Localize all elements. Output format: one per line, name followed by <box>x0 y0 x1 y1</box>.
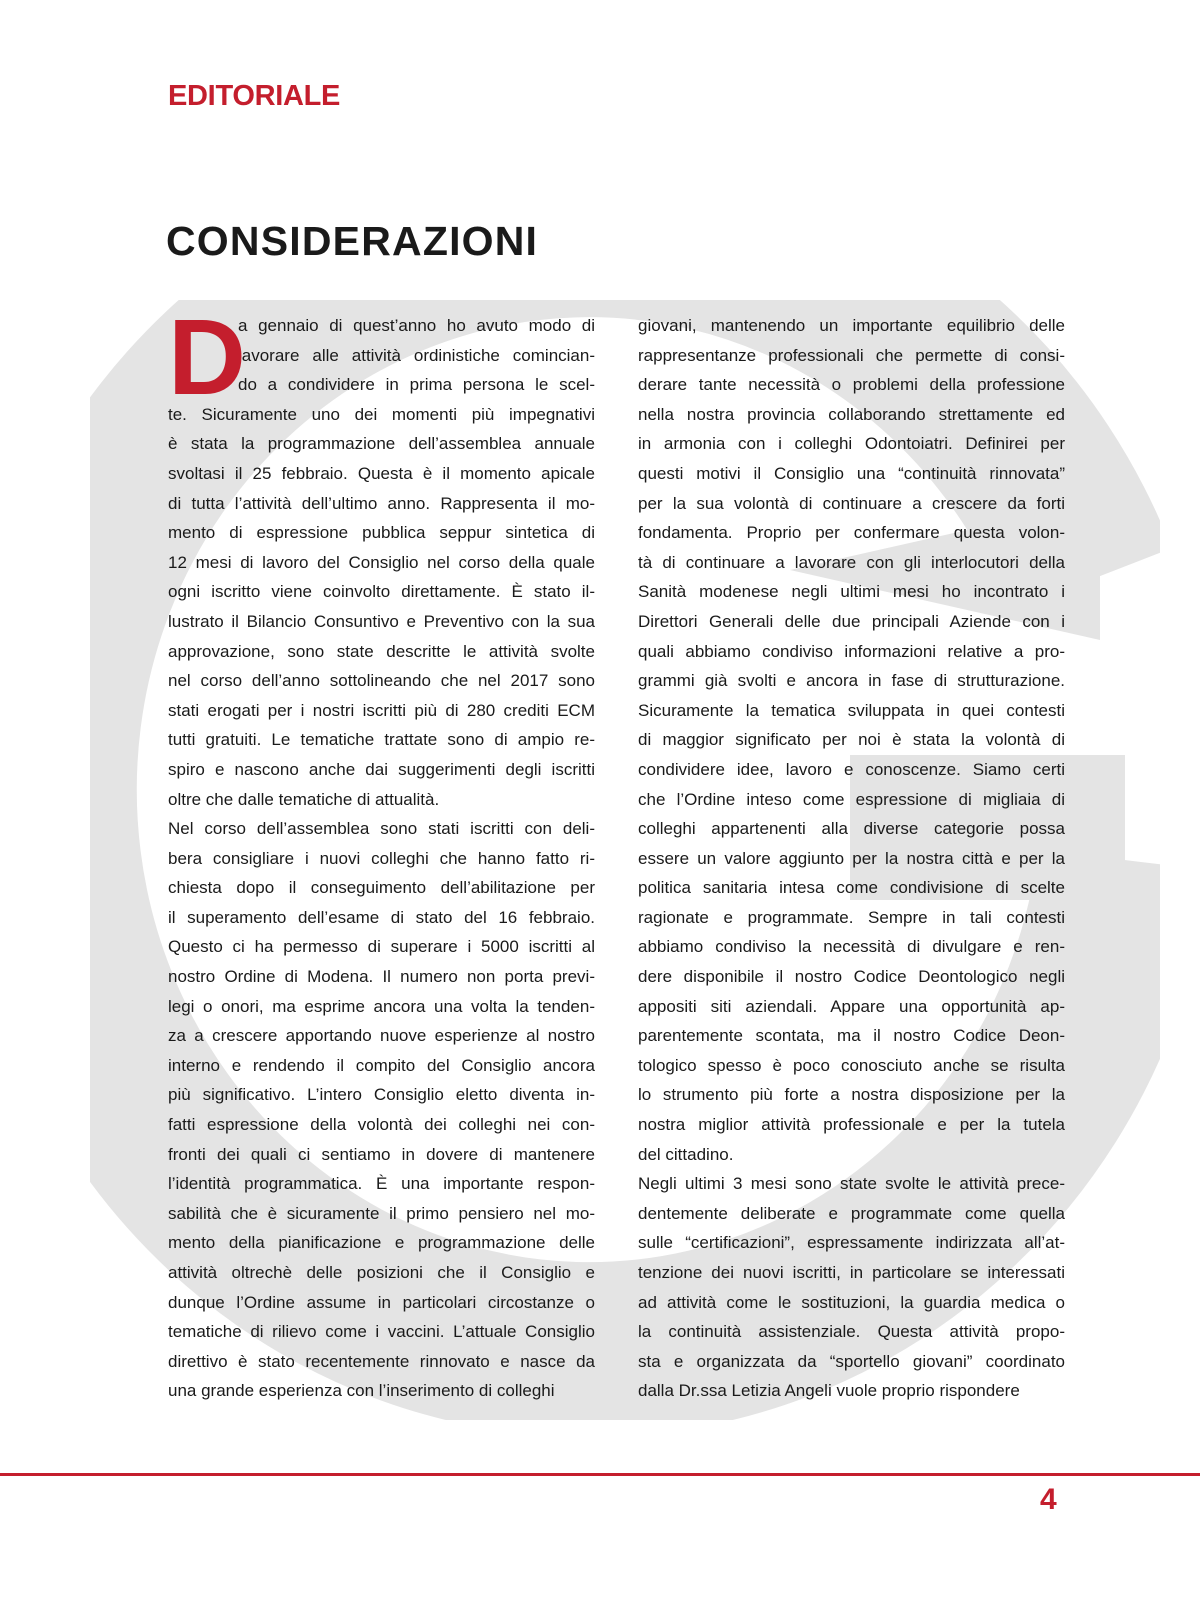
text-line: la continuità assistenziale. Questa attività propo- <box>638 1322 1065 1342</box>
text-line: di maggior significato per noi è stata la volontà di <box>638 730 1065 750</box>
text-line: chiesta dopo il conseguimento dell’abilitazione per <box>168 878 595 898</box>
text-line: tenzione dei nuovi iscritti, in particolare se interessati <box>638 1263 1065 1282</box>
text-line: nostra miglior attività professionale e per la tutela <box>638 1115 1065 1135</box>
text-line: a gennaio di quest’anno ho avuto modo di <box>238 316 595 335</box>
text-line: più significativo. L’intero Consiglio eletto diventa in- <box>168 1085 595 1105</box>
text-line: derare tante necessità o problemi della professione <box>638 375 1065 395</box>
text-line: è stata la programmazione dell’assemblea annuale <box>168 434 595 454</box>
text-line: te. Sicuramente uno dei momenti più impegnativi <box>168 404 595 424</box>
text-line: svoltasi il 25 febbraio. Questa è il momento apicale <box>168 463 595 483</box>
text-line: ad attività come le sostituzioni, la guardia medica o <box>638 1292 1065 1312</box>
text-line: sulle “certificazioni”, espressamente indirizzata all’at- <box>638 1233 1065 1253</box>
text-line: questi motivi il Consiglio una “continuità rinnovata” <box>638 463 1065 483</box>
text-line: fronti dei quali ci sentiamo in dovere di mantenere <box>168 1144 595 1164</box>
text-line: nostro Ordine di Modena. Il numero non porta previ- <box>168 967 595 987</box>
text-line: appositi siti aziendali. Appare una opportunità ap- <box>638 996 1065 1016</box>
text-line: in armonia con i colleghi Odontoiatri. Definirei per <box>638 434 1065 454</box>
drop-cap: D <box>168 296 246 417</box>
text-line: nel corso dell’anno sottolineando che nel 2017 sono <box>168 671 595 691</box>
article-column-left <box>168 296 595 1406</box>
text-line: mento di espressione pubblica seppur sintetica di <box>168 523 595 543</box>
text-line: bera consigliare i nuovi colleghi che hanno fatto ri- <box>168 848 595 868</box>
text-line: dunque l’Ordine assume in particolari circostanze o <box>168 1292 595 1312</box>
text-line: attività oltrechè delle posizioni che il Consiglio e <box>168 1263 595 1282</box>
text-line: oltre che dalle tematiche di attualità. <box>168 789 440 809</box>
text-line: del cittadino. <box>638 1144 734 1164</box>
text-line: di tutta l’attività dell’ultimo anno. Rappresenta il mo- <box>168 493 595 513</box>
text-line: grammi già svolti e ancora in fase di strutturazione. <box>638 671 1065 691</box>
text-line: legi o onori, ma esprime ancora una volta la tenden- <box>168 996 595 1016</box>
text-line: condividere idee, lavoro e conoscenze. Siamo certi <box>638 759 1065 779</box>
text-line: za a crescere apportando nuove esperienze al nostro <box>168 1026 595 1046</box>
text-line: sabilità che è sicuramente il primo pensiero nel mo- <box>168 1203 595 1223</box>
text-line: do a condividere in prima persona le scel- <box>238 375 595 395</box>
text-line: lavorare alle attività ordinistiche comincian- <box>238 345 595 365</box>
text-line: spiro e nascono anche dai suggerimenti degli iscritti <box>168 759 595 779</box>
text-line: 12 mesi di lavoro del Consiglio nel corso della quale <box>168 552 595 572</box>
text-line: lo strumento più forte a nostra disposizione per la <box>638 1085 1065 1105</box>
text-line: tà di continuare a lavorare con gli interlocutori della <box>638 552 1065 572</box>
section-label: EDITORIALE <box>168 80 341 112</box>
text-line: Sanità modenese negli ultimi mesi ho incontrato i <box>638 582 1065 602</box>
text-line: Questo ci ha permesso di superare i 5000 iscritti al <box>168 937 595 957</box>
article-title: CONSIDERAZIONI <box>166 218 539 264</box>
article-column-right <box>638 311 1065 1406</box>
text-line: una grande esperienza con l’inserimento di colleghi <box>168 1381 555 1401</box>
text-line: fondamenta. Proprio per confermare questa volon- <box>638 523 1065 543</box>
text-line: tutti gratuiti. Le tematiche trattate sono di ampio re- <box>168 730 595 750</box>
text-line: dalla Dr.ssa Letizia Angeli vuole proprio rispondere <box>638 1381 1020 1401</box>
text-line: nella nostra provincia collaborando strettamente ed <box>638 404 1065 424</box>
text-line: Sicuramente la tematica sviluppata in quei contesti <box>638 700 1065 720</box>
text-line: quali abbiamo condiviso informazioni relative a pro- <box>638 641 1065 661</box>
text-line: mento della pianificazione e programmazione delle <box>168 1233 595 1253</box>
text-line: Negli ultimi 3 mesi sono state svolte le attività prece- <box>638 1174 1065 1194</box>
text-line: politica sanitaria intesa come condivisione di scelte <box>638 878 1065 898</box>
text-line: dentemente deliberate e programmate come quella <box>638 1203 1065 1223</box>
footer-rule <box>0 1473 1200 1476</box>
text-line: lustrato il Bilancio Consuntivo e Preventivo con la sua <box>168 611 595 631</box>
text-line: tematiche di rilievo come i vaccini. L’attuale Consiglio <box>168 1322 595 1342</box>
text-line: stati erogati per i nostri iscritti più di 280 crediti ECM <box>168 700 595 720</box>
text-line: ragionate e programmate. Sempre in tali contesti <box>638 907 1065 927</box>
text-line: Direttori Generali delle due principali Aziende con i <box>638 611 1065 631</box>
text-line: interno e rendendo il compito del Consiglio ancora <box>168 1055 595 1075</box>
text-line: essere un valore aggiunto per la nostra città e per la <box>638 848 1065 868</box>
text-line: rappresentanze professionali che permette di consi- <box>638 345 1065 365</box>
text-line: dere disponibile il nostro Codice Deontologico negli <box>638 967 1065 987</box>
text-line: l’identità programmatica. È una importante respon- <box>168 1174 595 1194</box>
text-line: fatti espressione della volontà dei colleghi nei con- <box>168 1115 595 1135</box>
text-line: parentemente scontata, ma il nostro Codice Deon- <box>638 1026 1065 1046</box>
text-line: tologico spesso è poco conosciuto anche se risulta <box>638 1055 1065 1075</box>
text-line: giovani, mantenendo un importante equilibrio delle <box>638 316 1065 335</box>
text-line: abbiamo condiviso la necessità di divulgare e ren- <box>638 937 1065 957</box>
text-line: ogni iscritto viene coinvolto direttamente. È stato il- <box>168 582 595 602</box>
page-number: 4 <box>1040 1483 1057 1516</box>
text-line: sta e organizzata da “sportello giovani” coordinato <box>638 1351 1065 1371</box>
text-line: direttivo è stato recentemente rinnovato e nasce da <box>168 1351 595 1371</box>
text-line: il superamento dell’esame di stato del 16 febbraio. <box>168 907 595 927</box>
text-line: colleghi appartenenti alla diverse categorie possa <box>638 819 1065 839</box>
text-line: che l’Ordine inteso come espressione di migliaia di <box>638 789 1065 809</box>
text-line: Nel corso dell’assemblea sono stati iscritti con deli- <box>168 819 595 839</box>
text-line: per la sua volontà di continuare a crescere da forti <box>638 493 1065 513</box>
text-line: approvazione, sono state descritte le attività svolte <box>168 641 595 661</box>
